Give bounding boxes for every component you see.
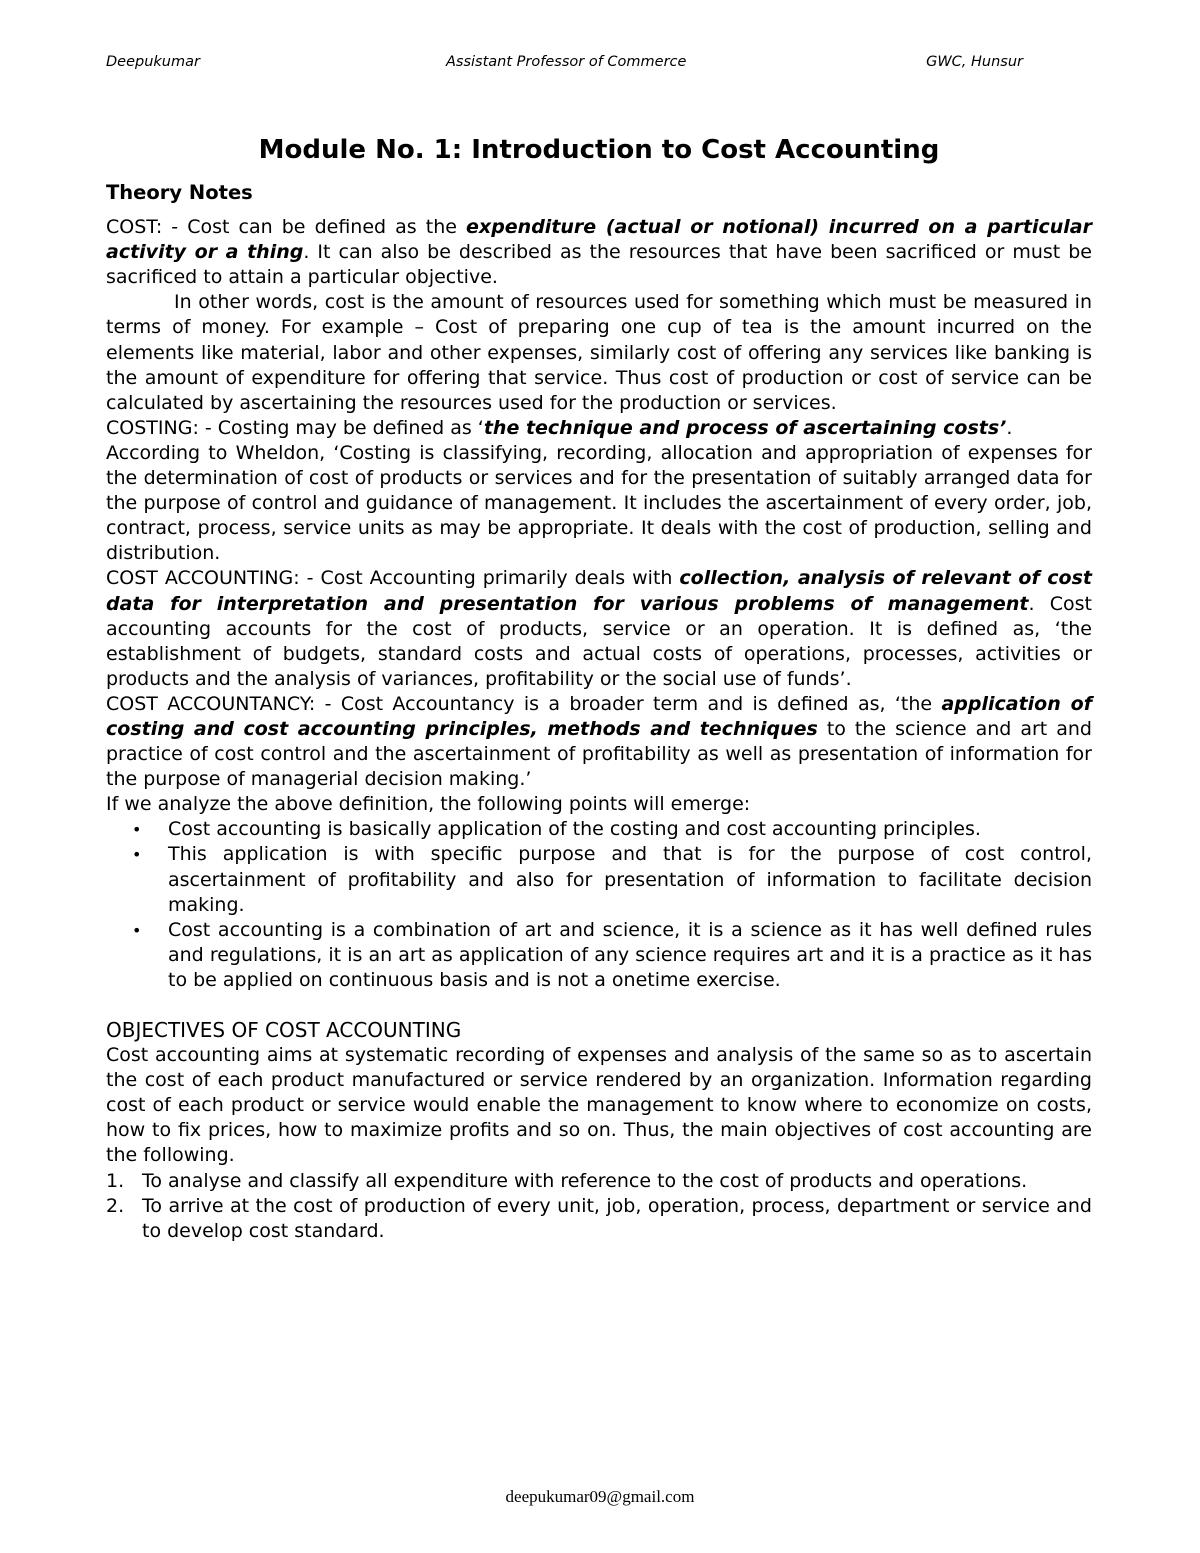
analysis-intro: If we analyze the above definition, the following points will emerge:	[106, 793, 751, 816]
list-number: 1.	[106, 1169, 125, 1192]
page-footer-email: deepukumar09@gmail.com	[505, 1487, 695, 1506]
costing-wheldon-definition: According to Wheldon, ‘Costing is classifying, recording, allocation and appropriation of expenses for the determination of cost of products or services and for the presentation of suitably arranged data for the purpose of control and guidance of management. It includes the ascertainment of every order, job, contract, process, service units as may be appropriate. It deals with the cost of production, selling and distribution.	[106, 441, 1092, 565]
cost-accountancy-definition	[106, 692, 1092, 792]
cost-lead: : - Cost can be defined as the	[155, 216, 467, 239]
list-item-text: This application is with specific purpose and that is for the purpose of cost control, ascertainment of profitability and also for presentation of information to facilitate decision making.	[168, 843, 1092, 916]
header-institution: GWC, Hunsur	[926, 54, 1023, 70]
cost-accountancy-lead: : - Cost Accountancy is a broader term and is defined as, ‘the	[308, 692, 942, 715]
cost-definition	[106, 215, 1092, 290]
header-author: Deepukumar	[106, 54, 200, 70]
list-item-text: To arrive at the cost of production of every unit, job, operation, process, department or service and to develop cost standard.	[142, 1194, 1092, 1242]
list-item	[132, 842, 1092, 917]
objectives-intro: Cost accounting aims at systematic recording of expenses and analysis of the same so as to ascertain the cost of each product manufactured or service rendered by an organization. Information regarding cost of each product or service would enable the management to know where to economize on costs, how to fix prices, how to maximize profits and so on. Thus, the main objectives of cost accounting are the following.	[106, 1044, 1092, 1167]
objectives-heading: OBJECTIVES OF COST ACCOUNTING	[106, 1018, 462, 1042]
cost-term: COST	[106, 216, 156, 239]
bullet-icon: •	[132, 845, 142, 865]
spacer	[106, 993, 1092, 1018]
costing-emphasis: the technique and process of ascertaining costs’	[483, 416, 1007, 439]
costing-lead: : - Costing may be defined as ‘	[192, 416, 484, 439]
costing-definition	[106, 416, 1092, 441]
costing-term: COSTING	[106, 416, 193, 439]
cost-accounting-definition	[106, 566, 1092, 691]
list-item	[132, 918, 1092, 993]
page-header	[106, 54, 1023, 76]
bullet-icon: •	[132, 820, 142, 840]
cost-accounting-lead: : - Cost Accounting primarily deals with	[293, 567, 680, 590]
list-item-text: To analyse and classify all expenditure with reference to the cost of products and operations.	[142, 1169, 1028, 1192]
list-item	[132, 817, 1092, 842]
list-item-text: Cost accounting is basically application of the costing and cost accounting principles.	[168, 818, 981, 841]
section-subtitle: Theory Notes	[106, 181, 253, 204]
cost-accountancy-term: COST ACCOUNTANCY	[106, 692, 309, 715]
list-item	[106, 1169, 1092, 1194]
list-number: 2.	[106, 1194, 125, 1217]
header-designation: Assistant Professor of Commerce	[446, 54, 687, 70]
list-item-text: Cost accounting is a combination of art and science, it is a science as it has well defined rules and regulations, it is an art as application of any science requires art and it is a practice as it has to be applied on continuous basis and is not a onetime exercise.	[168, 918, 1092, 991]
cost-accounting-rest: . Cost accounting accounts for the cost of products, service or an operation. It is defined as, ‘the establishment of budgets, standard costs and actual costs of operations, processes, activities or products and the analysis of variances, profitability or the social use of funds’.	[106, 592, 1092, 690]
cost-emphasis: expenditure (actual or notional) incurred on a particular activity or a thing	[106, 216, 1092, 264]
objectives-list	[106, 1169, 1092, 1244]
costing-rest: .	[1006, 416, 1013, 439]
cost-accountancy-emphasis: application of costing and cost accounting principles, methods and techniques	[106, 692, 1092, 740]
document-body	[106, 134, 1092, 1244]
bullet-icon: •	[132, 920, 142, 940]
cost-explanation: In other words, cost is the amount of resources used for something which must be measured in terms of money. For example – Cost of preparing one cup of tea is the amount incurred on the elements like material, labor and other expenses, similarly cost of offering any services like banking is the amount of expenditure for offering that service. Thus cost of production or cost of service can be calculated by ascertaining the resources used for the production or services.	[106, 291, 1092, 414]
cost-accountancy-rest: to the science and art and practice of cost control and the ascertainment of profitability as well as presentation of information for the purpose of managerial decision making.’	[106, 717, 1092, 791]
page-title: Module No. 1: Introduction to Cost Accounting	[258, 135, 940, 165]
cost-rest: . It can also be described as the resources that have been sacrificed or must be sacrificed to attain a particular objective.	[106, 241, 1092, 289]
analysis-points-list	[106, 817, 1092, 993]
cost-accounting-term: COST ACCOUNTING	[106, 567, 294, 590]
list-item	[106, 1194, 1092, 1244]
cost-accounting-emphasis: collection, analysis of relevant of cost data for interpretation and presentation for various problems of management	[106, 567, 1092, 615]
